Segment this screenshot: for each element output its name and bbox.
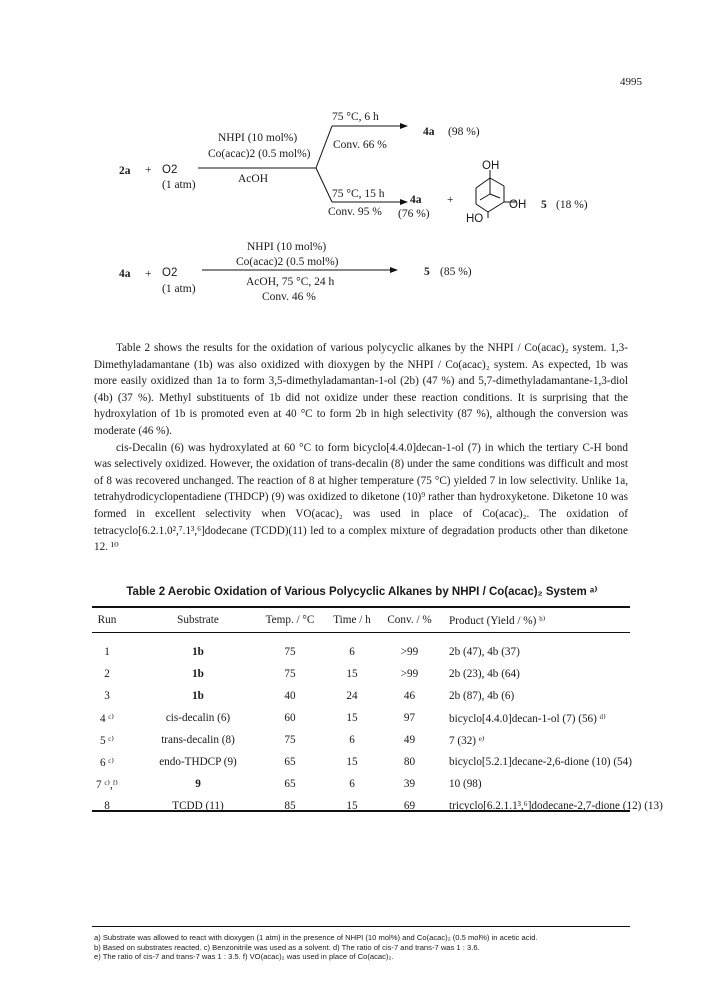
- cell-time: 6: [349, 778, 355, 790]
- cell-run: 5 ᶜ⁾: [99, 735, 114, 747]
- paragraph-1: Table 2 shows the results for the oxidation of various polycyclic alkanes by the NHPI / Co(acac)₂ system. 1,3-Dimethyladamantane (1b) was also oxidized with dioxygen by the NHPI / Co(acac)₂ system. As expected, 1b was more easily oxidized than 1a to form 3,5-dimethyladamantan-1-ol (2b) (47 %) and 5,7-dimethyladamantane-1,3-diol (4b) (37 %). Methyl substituents of 1b did not oxidize under these reaction conditions. It is surprising that the hydroxylation of 1b is promoted even at 40 °C to form 2b in high selectivity (87 %), although the conversion was moderate (46 %).: [94, 342, 628, 437]
- cell-time: 15: [346, 668, 358, 680]
- cell-conv: 49: [403, 734, 416, 746]
- cell-conv: 97: [403, 712, 416, 724]
- scheme2-product: 5: [424, 266, 430, 278]
- plus-sign: +: [145, 164, 152, 176]
- catalyst-line-2: Co(acac)2 (0.5 mol%): [208, 148, 311, 160]
- cell-conv: 80: [403, 756, 416, 768]
- scheme2-catalyst-1: NHPI (10 mol%): [247, 241, 327, 253]
- cell-substrate: endo-THDCP (9): [159, 756, 237, 768]
- reactant-label: 2a: [119, 165, 131, 177]
- header-time: Time / h: [333, 614, 371, 626]
- body-text: [94, 340, 628, 556]
- oh-right-label: OH: [509, 199, 527, 211]
- table-footnotes: [94, 933, 634, 962]
- cell-conv: >99: [400, 646, 419, 658]
- page-number: 4995: [620, 76, 642, 88]
- cell-product: 2b (23), 4b (64): [449, 668, 520, 680]
- table-row: [92, 778, 630, 794]
- scheme2-oxygen: O2: [162, 267, 178, 279]
- cell-product: 2b (87), 4b (6): [449, 690, 515, 702]
- pressure-label: (1 atm): [162, 179, 196, 191]
- scheme1-arrows: [196, 110, 426, 220]
- footnote-line-3: e) The ratio of cis-7 and trans-7 was 1 : 3.5. f) VO(acac)₂ was used in place of Co(acac)₂.: [94, 952, 394, 962]
- table-row: [92, 800, 663, 816]
- cell-time: 15: [346, 712, 358, 724]
- cell-temp: 65: [284, 778, 296, 790]
- scheme2-plus: +: [145, 268, 152, 280]
- oh-top-label: OH: [482, 160, 500, 172]
- table-header-row: [92, 614, 630, 630]
- upper-yield: (98 %): [448, 126, 480, 138]
- cell-time: 24: [346, 690, 358, 702]
- cell-temp: 85: [284, 800, 296, 812]
- cell-conv: 46: [403, 690, 416, 702]
- cell-temp: 65: [284, 756, 296, 768]
- cell-run: 3: [104, 690, 110, 702]
- scheme2-arrow: [200, 266, 400, 274]
- cell-substrate: TCDD (11): [172, 800, 224, 812]
- scheme2-catalyst-2: Co(acac)2 (0.5 mol%): [236, 256, 339, 268]
- cell-temp: 40: [284, 690, 296, 702]
- scheme2-condition-1: AcOH, 75 °C, 24 h: [246, 276, 335, 288]
- lower-condition-1: 75 °C, 15 h: [332, 188, 385, 200]
- cell-product: bicyclo[4.4.0]decan-1-ol (7) (56) ᵈ⁾: [449, 713, 606, 725]
- cell-time: 6: [349, 734, 355, 746]
- scheme2-reactant: 4a: [119, 268, 131, 280]
- cell-run: 2: [104, 668, 110, 680]
- table-top-rule: [92, 606, 630, 608]
- plus-sign-2: +: [447, 194, 454, 206]
- table-row: [92, 734, 630, 750]
- cell-temp: 75: [284, 646, 296, 658]
- header-product: Product (Yield / %) ᵇ⁾: [449, 615, 546, 627]
- cell-substrate: 1b: [192, 646, 204, 658]
- table-row: [92, 756, 630, 772]
- footnote-line-2: b) Based on substrates reacted. c) Benzonitrile was used as a solvent. d) The ratio of cis-7 and trans-7 was 1 : 3.6.: [94, 942, 480, 952]
- catalyst-line-1: NHPI (10 mol%): [218, 132, 298, 144]
- cell-substrate: cis-decalin (6): [165, 712, 231, 724]
- header-substrate: Substrate: [177, 614, 219, 626]
- cell-substrate: 1b: [192, 690, 204, 702]
- cell-substrate: 9: [195, 778, 201, 790]
- diol-compound-label: 5: [541, 199, 547, 211]
- cell-conv: >99: [400, 668, 419, 680]
- table-title: Table 2 Aerobic Oxidation of Various Polycyclic Alkanes by NHPI / Co(acac)₂ System ᵃ⁾: [126, 586, 598, 598]
- ho-bottom-label: HO: [466, 213, 484, 225]
- cell-time: 6: [349, 646, 355, 658]
- cell-run: 4 ᶜ⁾: [99, 713, 114, 725]
- cell-product: 7 (32) ᵉ⁾: [449, 735, 485, 747]
- diol-yield: (18 %): [556, 199, 588, 211]
- table-row: [92, 646, 630, 662]
- header-conv: Conv. / %: [387, 614, 432, 626]
- table-row: [92, 712, 630, 728]
- cell-product: 2b (47), 4b (37): [449, 646, 520, 658]
- cell-run: 1: [104, 646, 110, 658]
- footnote-rule: [92, 926, 630, 927]
- cell-temp: 75: [284, 668, 296, 680]
- cell-run: 7 ᶜ⁾,ᶠ⁾: [96, 779, 118, 791]
- cell-substrate: trans-decalin (8): [161, 734, 235, 746]
- paragraph-2: cis-Decalin (6) was hydroxylated at 60 °C to form bicyclo[4.4.0]decan-1-ol (7) in which the tertiary C-H bond was selectively oxidized. However, the oxidation of trans-decalin (8) under the same conditions was difficult and most of 8 was recovered unchanged. The reaction of 8 at higher temperature (75 °C) yielded 7 in low selectivity. Unlike 1a, tetrahydrodicyclopentadiene (THDCP) (9) was oxidized to diketone (10)⁹ rather than hydroxyketone. Diketone 10 was formed in excellent selectivity when VO(acac)₂ was used in place of Co(acac)₂. The oxidation of tetracyclo[6.2.1.0²,⁷.1³,⁶]dodecane (TCDD)(11) led to a complex mixture of degradation products other than diketone 12. ¹⁰: [94, 441, 628, 554]
- scheme2-condition-2: Conv. 46 %: [262, 291, 316, 303]
- upper-condition-1: 75 °C, 6 h: [332, 111, 379, 123]
- cell-temp: 60: [284, 712, 296, 724]
- cell-time: 15: [346, 800, 358, 812]
- header-temp: Temp. / °C: [265, 614, 315, 626]
- header-run: Run: [97, 614, 117, 626]
- cell-run: 8: [104, 800, 110, 812]
- cell-product: 10 (98): [449, 778, 482, 790]
- footnote-line-1: a) Substrate was allowed to react with dioxygen (1 atm) in the presence of NHPI (10 mol%) and Co(acac)₂ (0.5 mol%) in acetic acid.: [94, 933, 538, 942]
- solvent-label: AcOH: [238, 173, 269, 185]
- scheme2-pressure: (1 atm): [162, 283, 196, 295]
- upper-condition-2: Conv. 66 %: [333, 139, 387, 151]
- lower-condition-2: Conv. 95 %: [328, 206, 382, 218]
- cell-substrate: 1b: [192, 668, 204, 680]
- lower-product-label: 4a: [410, 194, 422, 206]
- cell-product: tricyclo[6.2.1.1³,⁶]dodecane-2,7-dione (12) (13): [449, 800, 663, 812]
- table-header-rule: [92, 632, 630, 633]
- table-row: [92, 690, 630, 706]
- cell-run: 6 ᶜ⁾: [99, 757, 114, 769]
- lower-yield: (76 %): [398, 208, 430, 220]
- scheme2-yield: (85 %): [440, 266, 472, 278]
- upper-product-label: 4a: [423, 126, 435, 138]
- cell-time: 15: [346, 756, 358, 768]
- table-row: [92, 668, 630, 684]
- cell-conv: 39: [403, 778, 416, 790]
- cell-product: bicyclo[5.2.1]decane-2,6-dione (10) (54): [449, 756, 632, 768]
- cell-temp: 75: [284, 734, 296, 746]
- oxygen-label: O2: [162, 164, 178, 176]
- cell-conv: 69: [403, 800, 416, 812]
